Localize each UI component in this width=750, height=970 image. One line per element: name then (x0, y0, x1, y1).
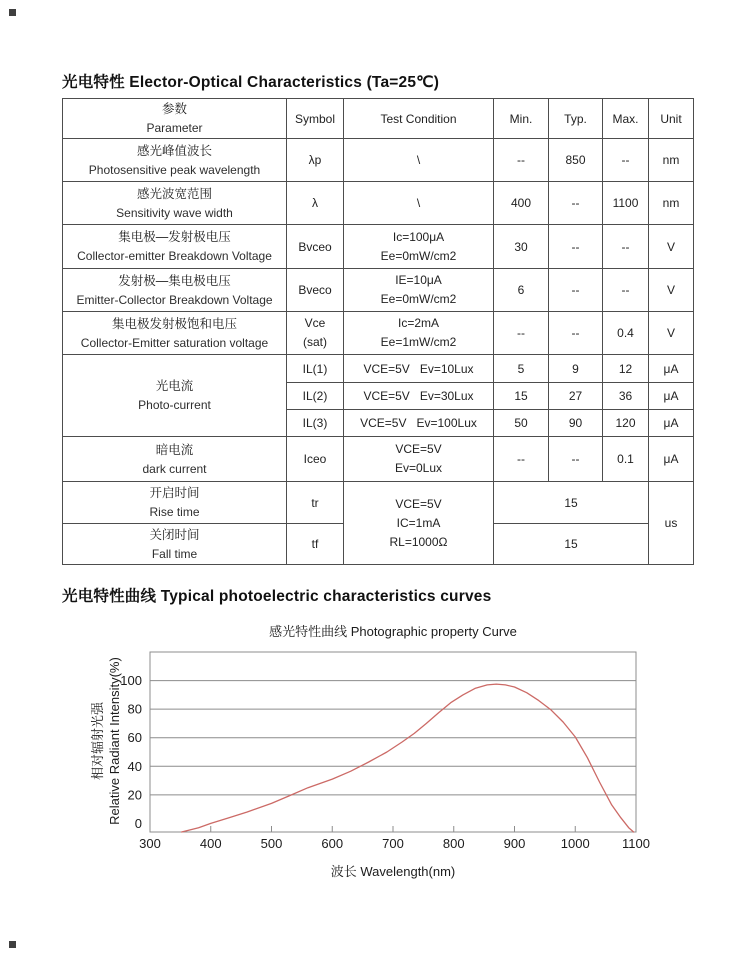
param-cell: 发射极—集电极电压 Emitter-Collector Breakdown Voltage (63, 269, 287, 312)
min-cell: -- (494, 437, 549, 482)
symbol-cell: IL(1) (287, 355, 344, 383)
param-cell: 暗电流 dark current (63, 437, 287, 482)
max-cell: 1100 (603, 182, 649, 225)
param-cell-photocurrent: 光电流 Photo-current (63, 355, 287, 437)
unit-cell: V (649, 225, 694, 269)
header-symbol: Symbol (287, 99, 344, 139)
section-title-curves: 光电特性曲线 Typical photoelectric characteristics curves (62, 588, 492, 605)
svg-text:1000: 1000 (560, 836, 590, 851)
unit-cell: V (649, 269, 694, 312)
param-cell: 集电极发射极饱和电压 Collector-Emitter saturation voltage (63, 312, 287, 355)
symbol-cell: IL(3) (287, 410, 344, 437)
max-cell: 120 (603, 410, 649, 437)
max-cell: -- (603, 225, 649, 269)
typ-cell: -- (549, 269, 603, 312)
max-cell: 0.4 (603, 312, 649, 355)
symbol-cell: IL(2) (287, 383, 344, 410)
svg-text:1100: 1100 (622, 836, 650, 851)
svg-text:300: 300 (139, 836, 161, 851)
symbol-cell: tr (287, 482, 344, 524)
svg-text:60: 60 (127, 730, 142, 746)
param-cell: 感光峰值波长 Photosensitive peak wavelength (63, 139, 287, 182)
unit-cell: μA (649, 410, 694, 437)
symbol-cell: Iceo (287, 437, 344, 482)
param-cell: 感光波宽范围 Sensitivity wave width (63, 182, 287, 225)
typ-cell: 27 (549, 383, 603, 410)
svg-text:500: 500 (260, 836, 283, 851)
symbol-cell: λp (287, 139, 344, 182)
min-cell: 50 (494, 410, 549, 437)
min-cell: 30 (494, 225, 549, 269)
svg-text:100: 100 (120, 673, 142, 689)
min-cell: 400 (494, 182, 549, 225)
svg-text:40: 40 (127, 758, 142, 774)
min-cell: -- (494, 139, 549, 182)
condition-cell: \ (344, 139, 494, 182)
chart-x-axis-label: 波长 Wavelength(nm) (330, 864, 456, 879)
unit-cell-time: us (649, 482, 694, 565)
svg-text:400: 400 (199, 836, 222, 851)
min-cell: 6 (494, 269, 549, 312)
unit-cell: μA (649, 437, 694, 482)
unit-cell: nm (649, 182, 694, 225)
condition-cell: VCE=5V Ev=0Lux (344, 437, 494, 482)
max-cell: -- (603, 269, 649, 312)
max-cell: 12 (603, 355, 649, 383)
header-max: Max. (603, 99, 649, 139)
condition-cell: Ic=100μA Ee=0mW/cm2 (344, 225, 494, 269)
unit-cell: V (649, 312, 694, 355)
typ-cell: -- (549, 182, 603, 225)
typ-cell: -- (549, 312, 603, 355)
svg-text:700: 700 (382, 836, 404, 851)
svg-text:600: 600 (321, 836, 344, 851)
unit-cell: nm (649, 139, 694, 182)
typ-cell: -- (549, 225, 603, 269)
symbol-cell: tf (287, 524, 344, 565)
header-unit: Unit (649, 99, 694, 139)
symbol-cell: Bveco (287, 269, 344, 312)
value-cell-fall-time: 15 (494, 524, 649, 565)
condition-cell: \ (344, 182, 494, 225)
condition-cell: Ic=2mA Ee=1mW/cm2 (344, 312, 494, 355)
condition-cell: VCE=5V Ev=30Lux (344, 383, 494, 410)
typ-cell: -- (549, 437, 603, 482)
symbol-cell: Bvceo (287, 225, 344, 269)
param-cell: 关闭时间 Fall time (63, 524, 287, 565)
svg-text:800: 800 (442, 836, 465, 851)
typ-cell: 90 (549, 410, 603, 437)
symbol-cell: Vce (sat) (287, 312, 344, 355)
condition-cell: IE=10μA Ee=0mW/cm2 (344, 269, 494, 312)
max-cell: 36 (603, 383, 649, 410)
max-cell: -- (603, 139, 649, 182)
svg-text:80: 80 (127, 701, 142, 717)
min-cell: -- (494, 312, 549, 355)
unit-cell: μA (649, 355, 694, 383)
symbol-cell: λ (287, 182, 344, 225)
header-typ: Typ. (549, 99, 603, 139)
max-cell: 0.1 (603, 437, 649, 482)
unit-cell: μA (649, 383, 694, 410)
header-min: Min. (494, 99, 549, 139)
min-cell: 5 (494, 355, 549, 383)
svg-text:0: 0 (134, 815, 142, 831)
condition-cell: VCE=5V Ev=100Lux (344, 410, 494, 437)
typ-cell: 850 (549, 139, 603, 182)
param-cell: 集电极—发射极电压 Collector-emitter Breakdown Voltage (63, 225, 287, 269)
chart-title: 感光特性曲线 Photographic property Curve (269, 624, 517, 639)
min-cell: 15 (494, 383, 549, 410)
value-cell-rise-time: 15 (494, 482, 649, 524)
header-condition: Test Condition (344, 99, 494, 139)
svg-text:20: 20 (127, 787, 142, 803)
chart-y-axis-label: 相对辐射光强 Relative Radiant Intensity(%) (90, 657, 122, 825)
condition-cell-time: VCE=5V IC=1mA RL=1000Ω (344, 482, 494, 565)
header-parameter: 参数 Parameter (63, 99, 287, 139)
section-title-electro-optical: 光电特性 Elector-Optical Characteristics (Ta=25℃) (62, 74, 440, 91)
svg-text:900: 900 (503, 836, 526, 851)
typ-cell: 9 (549, 355, 603, 383)
condition-cell: VCE=5V Ev=10Lux (344, 355, 494, 383)
param-cell: 开启时间 Rise time (63, 482, 287, 524)
